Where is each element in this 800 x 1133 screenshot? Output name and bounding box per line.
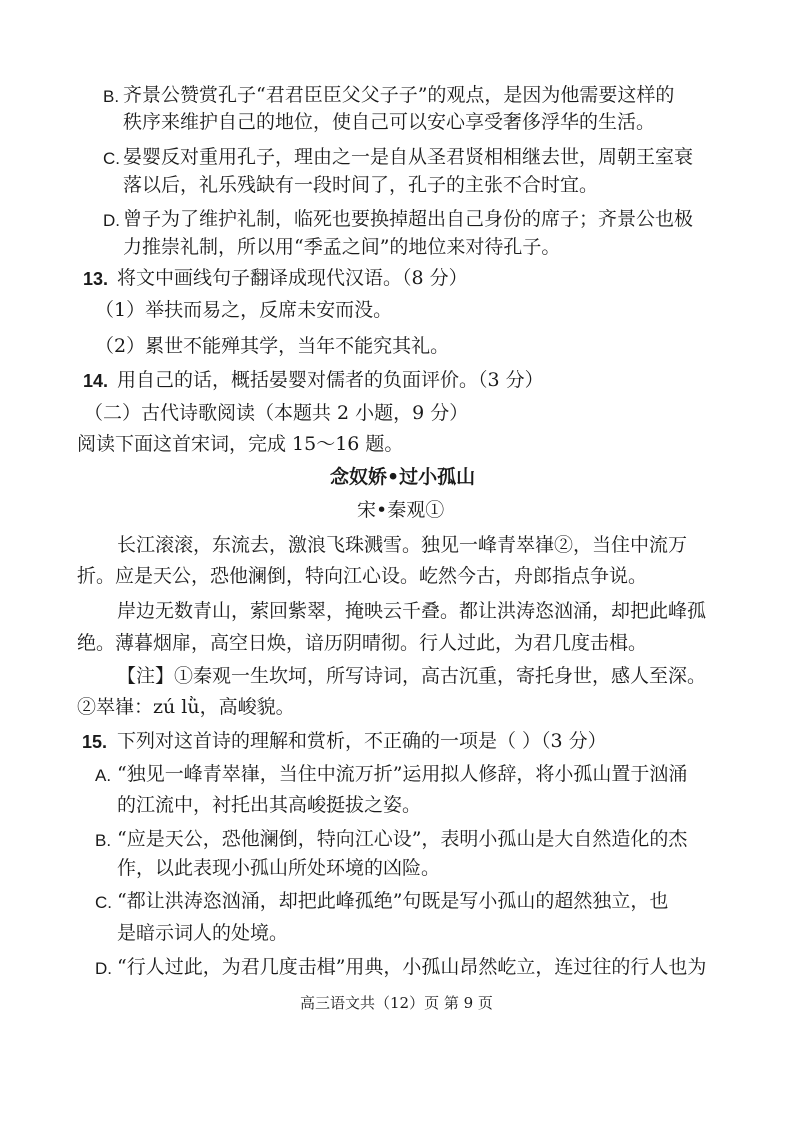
translation-item-2: （2）累世不能殚其学，当年不能究其礼。: [95, 335, 450, 357]
question-number: 14.: [83, 371, 109, 391]
question-number: 15.: [82, 732, 108, 752]
option-label: A.: [95, 766, 112, 785]
poem-author: 宋•秦观①: [357, 499, 445, 521]
option-label: B.: [95, 831, 112, 850]
question-number: 13.: [83, 269, 109, 289]
option-text-line2: 力推崇礼制，所以用“季孟之间”的地位来对待孔子。: [123, 236, 561, 258]
poem-line: 长江滚滚，东流去，激浪飞珠溅雪。独见一峰青崒嵂②，当住中流万: [117, 534, 688, 556]
option-text-line2: 秩序来维护自己的地位，使自己可以安心享受奢侈浮华的生活。: [123, 111, 656, 133]
page-footer: 高三语文共（12）页 第 9 页: [300, 994, 493, 1012]
section-instruction: 阅读下面这首宋词，完成 15～16 题。: [77, 433, 404, 455]
poem-line: 折。应是天公，恐他澜倒，特向江心设。屹然今古，舟郎指点争说。: [77, 565, 648, 587]
poem-line: 岸边无数青山，萦回紫翠，掩映云千叠。都让洪涛恣汹涌，却把此峰孤: [117, 600, 707, 622]
option-text-line2: 的江流中，衬托出其高峻挺拔之姿。: [117, 794, 422, 816]
option-text-line2: 是暗示词人的处境。: [117, 922, 289, 944]
section-heading: （二）古代诗歌阅读（本题共 2 小题，9 分）: [84, 402, 469, 424]
option-text-line1: 齐景公赞赏孔子“君君臣臣父父子子”的观点，是因为他需要这样的: [123, 84, 675, 106]
question-text: 下列对这首诗的理解和赏析，不正确的一项是（ ）（3 分）: [117, 730, 607, 752]
option-text-line1: “行人过此，为君几度击楫”用典，小孤山昂然屹立，连过往的行人也为: [117, 956, 707, 978]
option-text-line2: 作，以此表现小孤山所处环境的凶险。: [117, 857, 441, 879]
option-text-line1: “都让洪涛恣汹涌，却把此峰孤绝”句既是写小孤山的超然独立，也: [117, 890, 669, 912]
option-label: C.: [103, 149, 120, 168]
option-label: D.: [103, 211, 120, 230]
poem-note-line2: ②崒嵂：zú lǜ，高峻貌。: [77, 696, 295, 718]
translation-item-1: （1）举扶而易之，反席未安而没。: [95, 299, 393, 321]
question-text: 用自己的话，概括晏婴对儒者的负面评价。（3 分）: [117, 369, 544, 391]
option-text-line1: 曾子为了维护礼制，临死也要换掉超出自己身份的席子；齐景公也极: [123, 208, 694, 230]
option-text-line1: 晏婴反对重用孔子，理由之一是自从圣君贤相相继去世，周朝王室衰: [123, 146, 694, 168]
question-text: 将文中画线句子翻译成现代汉语。（8 分）: [117, 267, 468, 289]
option-text-line1: “应是天公，恐他澜倒，特向江心设”，表明小孤山是大自然造化的杰: [117, 828, 688, 850]
option-label: D.: [95, 959, 112, 978]
option-label: B.: [103, 87, 120, 106]
poem-line: 绝。薄暮烟扉，高空日焕，谙历阴晴彻。行人过此，为君几度击楫。: [77, 632, 648, 654]
option-text-line2: 落以后，礼乐残缺有一段时间了，孔子的主张不合时宜。: [123, 174, 599, 196]
poem-title: 念奴娇•过小孤山: [330, 466, 476, 488]
option-label: C.: [95, 893, 112, 912]
option-text-line1: “独见一峰青崒嵂，当住中流万折”运用拟人修辞，将小孤山置于汹涌: [117, 763, 688, 785]
poem-note-line1: 【注】①秦观一生坎坷，所写诗词，高古沉重，寄托身世，感人至深。: [117, 665, 707, 687]
